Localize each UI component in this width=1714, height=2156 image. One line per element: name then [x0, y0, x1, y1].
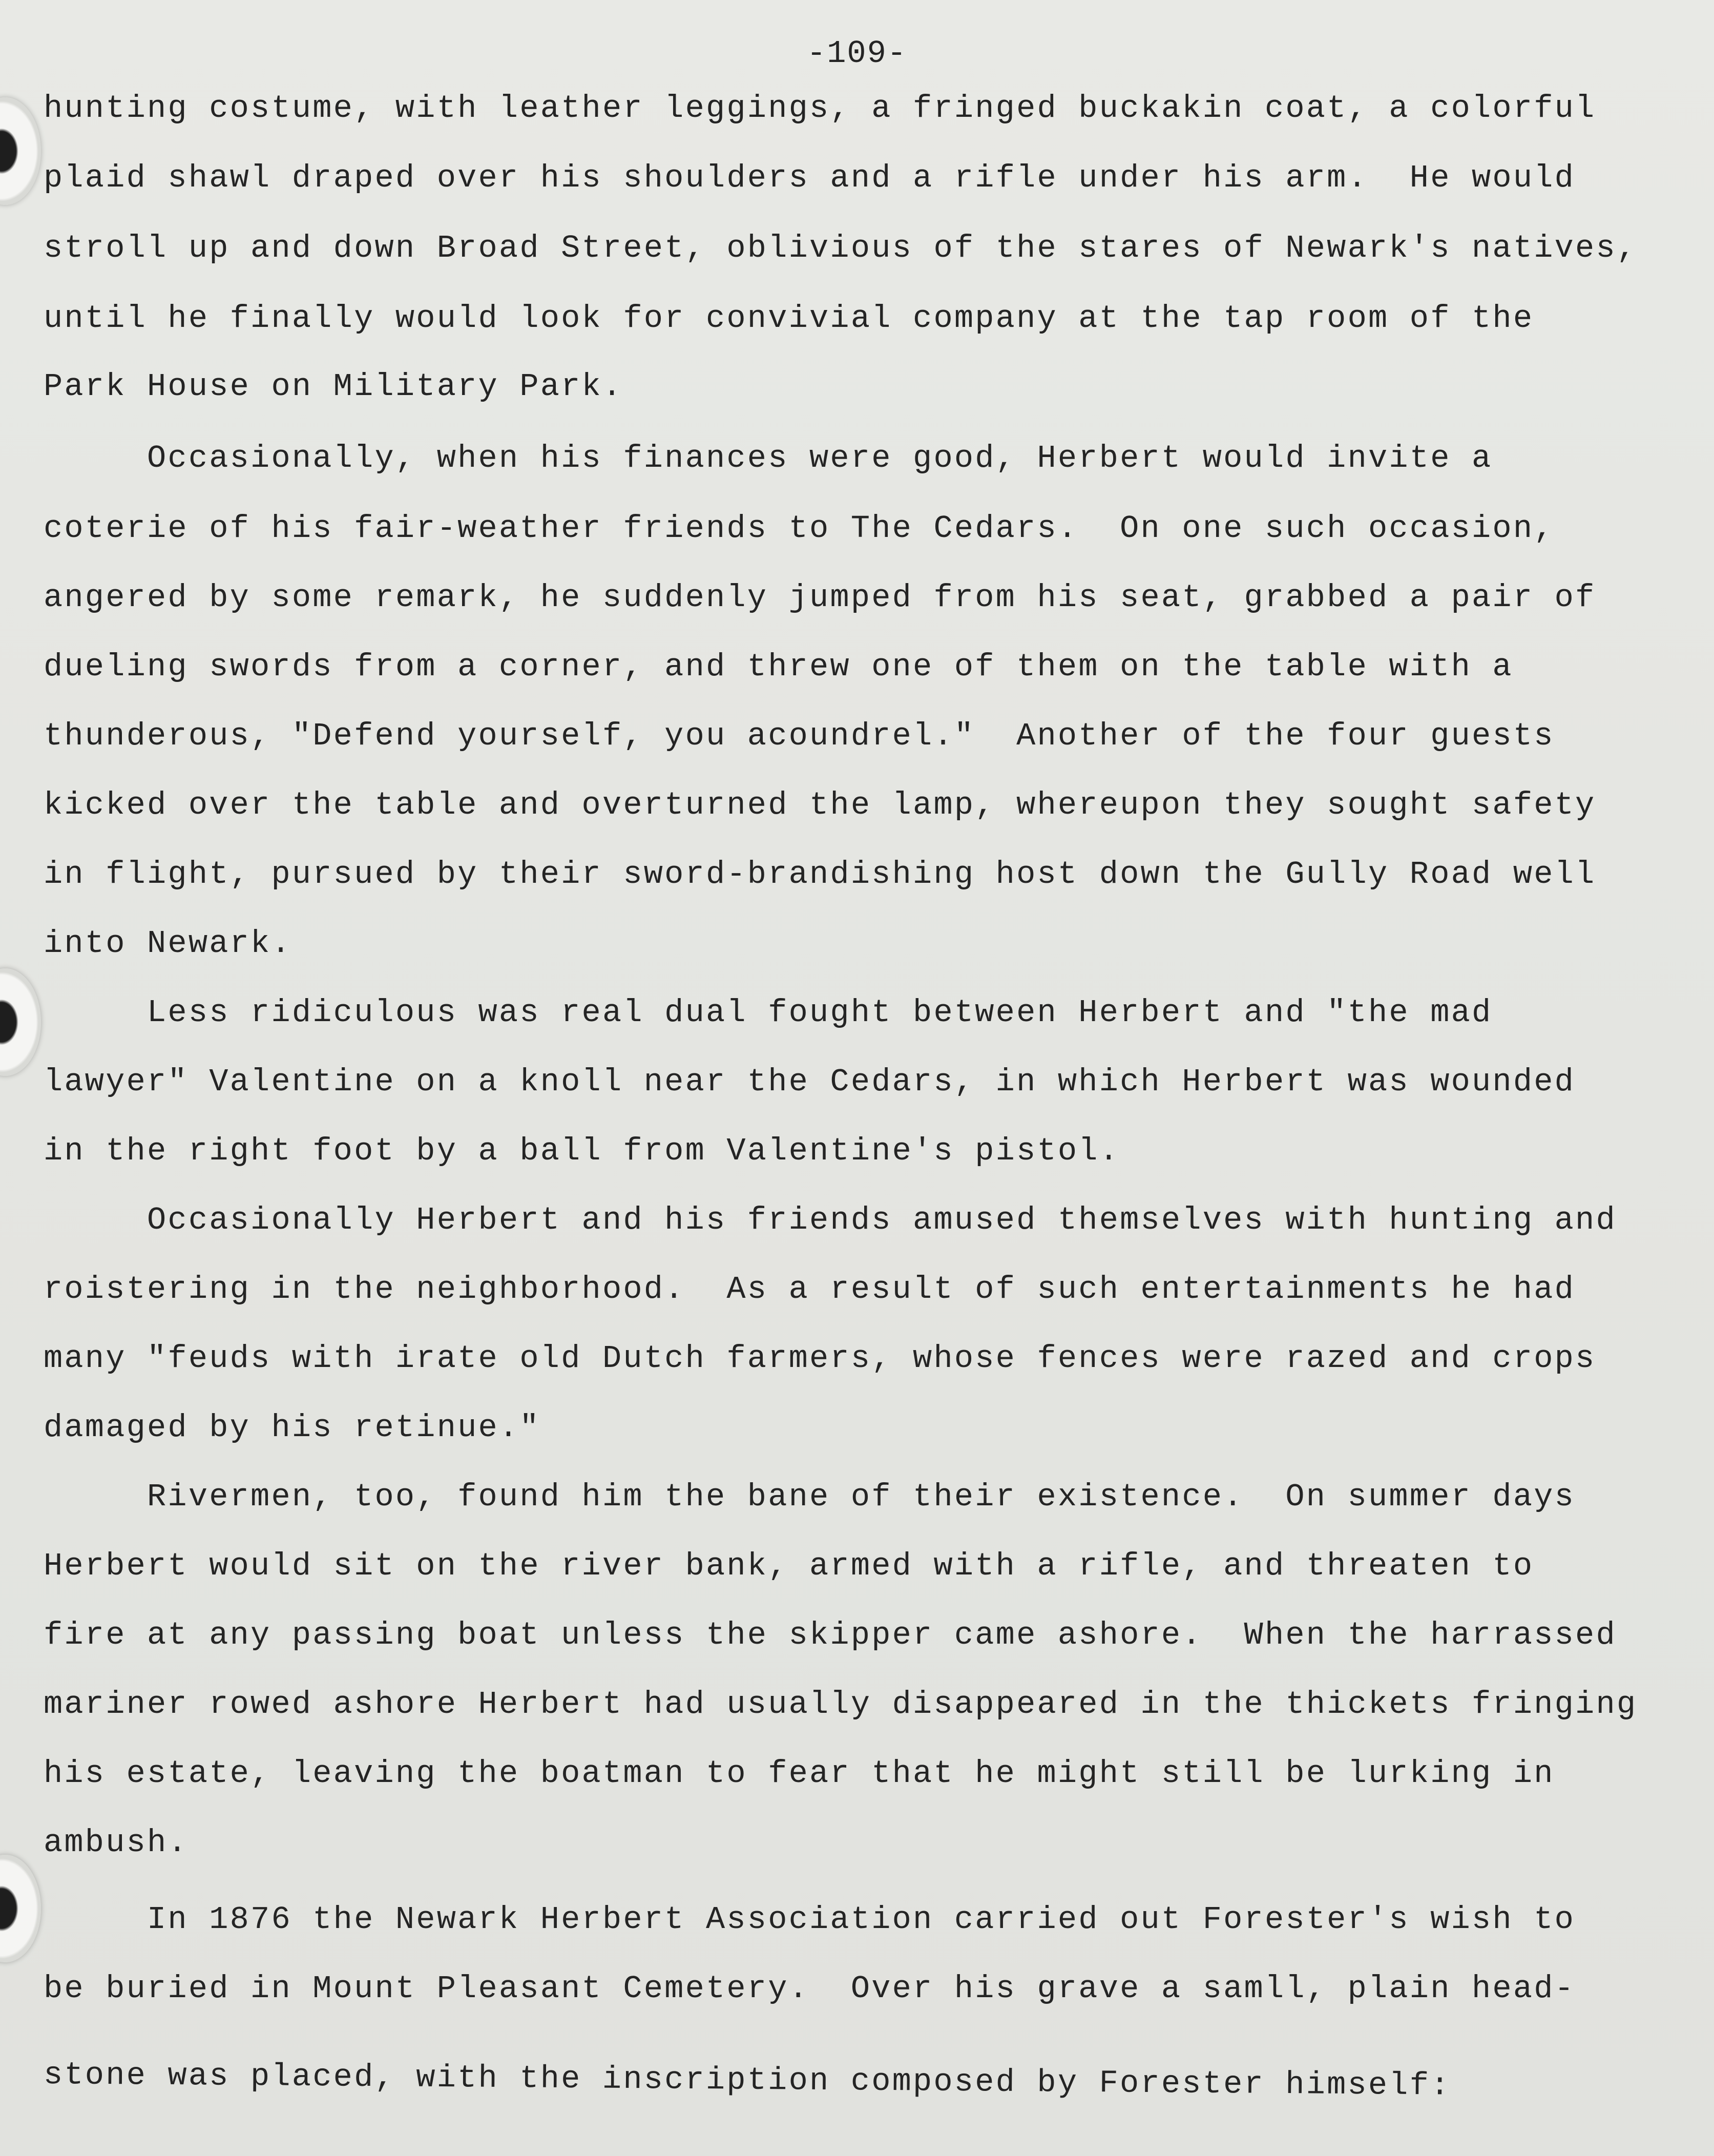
text-line: roistering in the neighborhood. As a result of such entertainments he had: [44, 1271, 1576, 1308]
text-line: Rivermen, too, found him the bane of their existence. On summer days: [44, 1479, 1576, 1515]
text-line: dueling swords from a corner, and threw one of them on the table with a: [44, 649, 1513, 685]
binder-hole-top: [0, 97, 41, 205]
text-line: kicked over the table and overturned the lamp, whereupon they sought safety: [44, 787, 1596, 823]
text-line: hunting costume, with leather leggings, a fringed buckakin coat, a colorful: [44, 90, 1596, 127]
text-line: lawyer" Valentine on a knoll near the Cedars, in which Herbert was wounded: [44, 1064, 1576, 1100]
binder-hole-middle: [0, 968, 41, 1076]
text-line: his estate, leaving the boatman to fear that he might still be lurking in: [44, 1755, 1555, 1792]
text-line: angered by some remark, he suddenly jumped from his seat, grabbed a pair of: [44, 579, 1596, 616]
text-line: Occasionally, when his finances were good, Herbert would invite a: [44, 440, 1493, 476]
text-line: Park House on Military Park.: [44, 368, 623, 405]
text-line: mariner rowed ashore Herbert had usually disappeared in the thickets fringing: [44, 1686, 1638, 1723]
text-line: into Newark.: [44, 925, 292, 962]
text-line: coterie of his fair-weather friends to The Cedars. On one such occasion,: [44, 510, 1555, 547]
text-line: in the right foot by a ball from Valentine's pistol.: [44, 1133, 1120, 1169]
text-line: until he finally would look for convivial company at the tap room of the: [44, 300, 1534, 337]
text-line: many "feuds with irate old Dutch farmers, whose fences were razed and crops: [44, 1340, 1596, 1377]
text-line: damaged by his retinue.": [44, 1409, 540, 1446]
text-line: thunderous, "Defend yourself, you acoundrel." Another of the four guests: [44, 718, 1555, 754]
text-line: In 1876 the Newark Herbert Association carried out Forester's wish to: [44, 1901, 1576, 1938]
text-line: Occasionally Herbert and his friends amused themselves with hunting and: [44, 1202, 1617, 1238]
text-line: ambush.: [44, 1825, 189, 1861]
text-line: Less ridiculous was real dual fought between Herbert and "the mad: [44, 994, 1493, 1031]
text-line: stroll up and down Broad Street, oblivious of the stares of Newark's natives,: [44, 230, 1638, 266]
text-line: be buried in Mount Pleasant Cemetery. Over his grave a samll, plain head-: [44, 1971, 1576, 2007]
text-line: fire at any passing boat unless the skipper came ashore. When the harrassed: [44, 1617, 1617, 1653]
text-line: plaid shawl draped over his shoulders and a rifle under his arm. He would: [44, 160, 1576, 196]
text-line: in flight, pursued by their sword-brandishing host down the Gully Road well: [44, 856, 1596, 893]
page-number: -109-: [806, 35, 908, 72]
text-line: stone was placed, with the inscription composed by Forester himself:: [43, 2057, 1451, 2104]
binder-hole-bottom: [0, 1855, 41, 1962]
text-line: Herbert would sit on the river bank, armed with a rifle, and threaten to: [44, 1548, 1534, 1584]
